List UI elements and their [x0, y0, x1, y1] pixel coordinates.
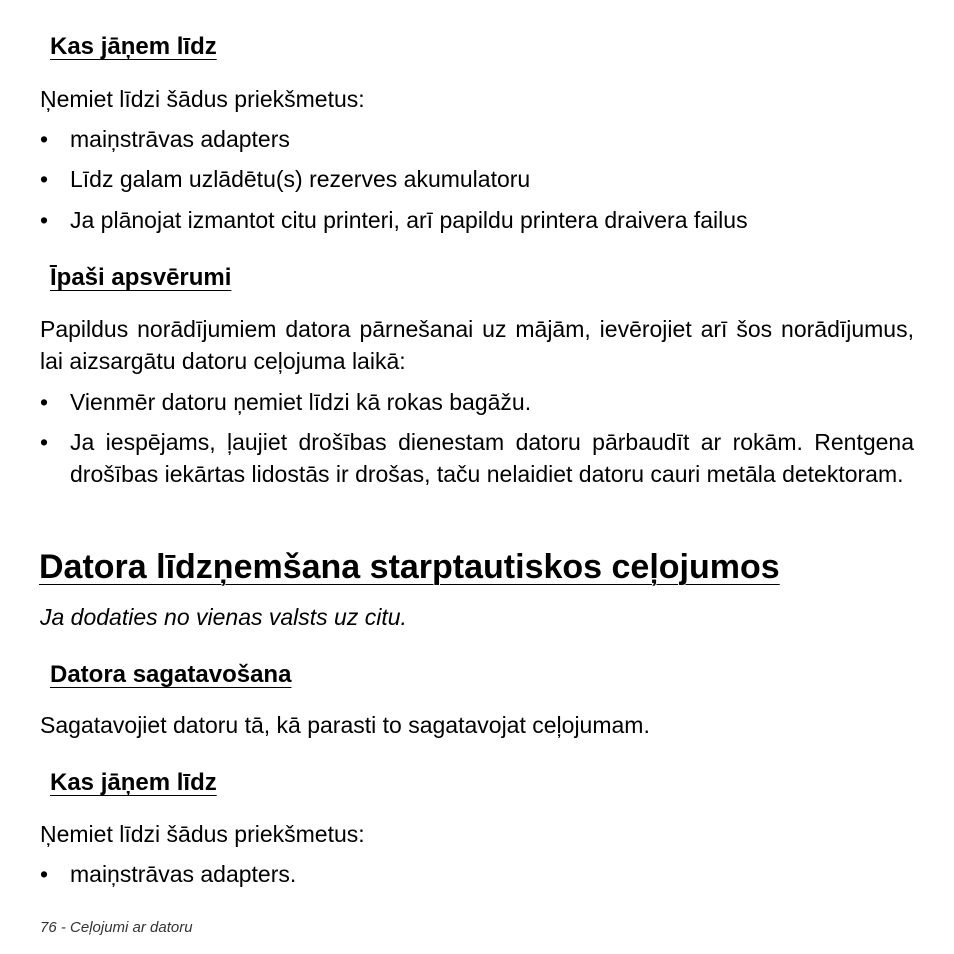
section-heading-what-to-take-2: Kas jāņem līdz — [50, 769, 217, 796]
section-heading-what-to-take: Kas jāņem līdz — [50, 33, 217, 60]
main-subtitle: Ja dodaties no vienas valsts uz citu. — [40, 604, 407, 630]
bullet-icon: • — [40, 166, 49, 192]
intro-paragraph: Ņemiet līdzi šādus priekšmetus: — [40, 86, 365, 112]
bullet-icon: • — [40, 126, 49, 152]
page-footer: 76 - Ceļojumi ar datoru — [40, 919, 193, 936]
list-item-text: Ja plānojat izmantot citu printeri, arī papildu printera draivera failus — [70, 207, 748, 233]
bullet-icon: • — [40, 389, 49, 415]
list-item-text: maiņstrāvas adapters. — [70, 861, 297, 887]
section-heading-special-considerations: Īpaši apsvērumi — [50, 264, 232, 291]
prepare-paragraph: Sagatavojiet datoru tā, kā parasti to sagatavojat ceļojumam. — [40, 712, 650, 738]
bullet-icon: • — [40, 429, 49, 455]
bullet-icon: • — [40, 861, 49, 887]
list-item-text: Vienmēr datoru ņemiet līdzi kā rokas bagāžu. — [70, 389, 532, 415]
main-heading: Datora līdzņemšana starptautiskos ceļojumos — [39, 548, 780, 586]
list-item-text: maiņstrāvas adapters — [70, 126, 290, 152]
considerations-paragraph: Papildus norādījumiem datora pārnešanai uz mājām, ievērojiet arī šos norādījumus, lai aizsargātu datoru ceļojuma laikā: — [40, 316, 914, 374]
bullet-icon: • — [40, 207, 49, 233]
list-item-text: Līdz galam uzlādētu(s) rezerves akumulatoru — [70, 166, 531, 192]
intro-paragraph-2: Ņemiet līdzi šādus priekšmetus: — [40, 821, 365, 847]
section-heading-prepare-computer: Datora sagatavošana — [50, 661, 292, 688]
list-item-text: Ja iespējams, ļaujiet drošības dienestam datoru pārbaudīt ar rokām. Rentgena drošības iekārtas lidostās ir drošas, taču nelaidiet datoru cauri metāla detektoram. — [70, 429, 914, 487]
